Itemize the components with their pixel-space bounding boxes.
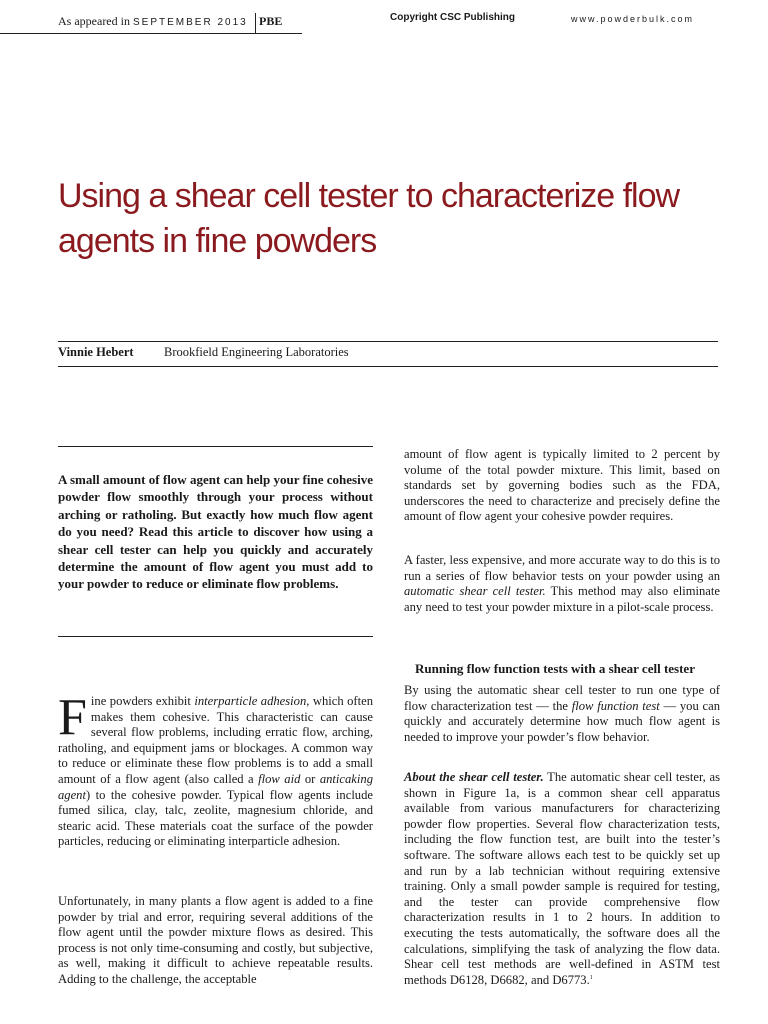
body-paragraph-5	[404, 683, 720, 745]
run-in-head: About the shear cell tester.	[404, 770, 544, 784]
body-paragraph-3	[404, 447, 720, 525]
website-link[interactable]: www.powderbulk.com	[571, 14, 695, 24]
body-paragraph-2	[58, 894, 373, 988]
byline	[58, 345, 349, 360]
text-run: This method may also eliminate any need to test your powder mixture in a pilot-scale process.	[404, 584, 720, 614]
as-appeared-label: As appeared in	[58, 14, 130, 28]
issue-date: SEPTEMBER 2013	[132, 17, 248, 28]
paragraph-text: Unfortunately, in many plants a flow agent is added to a fine powder by trial and error, requiring several additions of the flow agent until the powder mixture flows as desired. This process is not only time-consuming and costly, but subjective, as well, making it difficult to achieve repeatable results. Adding to the challenge, the acceptable	[58, 894, 373, 986]
text-run: The automatic shear cell tester, as shown in Figure 1a, is a common shear cell apparatus available from various manufacturers for characterizing powder flow properties. Several flow characterization tests, including the flow function test, are built into the tester’s software. The software allows each test to be quickly set up and run by a lab technician without requiring extensive training. Only a small powder sample is required for testing, and the tester can provide comprehensive flow characterization results in 1 to 2 hours. In addition to executing the tests automatically, the software does all the calculations, simplifying the task of analyzing the flow data. Shear cell test methods are well-defined in ASTM test methods D6128, D6682, and D6773.	[404, 770, 720, 987]
lead-paragraph: A small amount of flow agent can help your fine cohesive powder flow smoothly through your process without arching or ratholing. But exactly how much flow agent do you need? Read this article to discover how using a shear cell tester can help you quickly and accurately determine the amount of flow agent you must add to your powder to reduce or eliminate flow problems.	[58, 472, 373, 592]
header-separator	[255, 13, 256, 33]
body-paragraph-1	[58, 689, 373, 850]
byline-top-rule	[58, 341, 718, 342]
body-paragraph-6	[404, 770, 720, 988]
article-title: Using a shear cell tester to characterize flow agents in fine powders	[58, 177, 680, 260]
publication-name: PBE	[259, 14, 283, 28]
lead-bottom-rule	[58, 636, 373, 637]
body-paragraph-4	[404, 553, 720, 615]
text-run: — you can quickly and accurately determine how much flow agent is needed to improve your powder’s flow behavior.	[404, 698, 720, 744]
issue-info	[58, 14, 248, 29]
italic-term: automatic shear cell tester.	[404, 584, 546, 599]
text-run: ) to the cohesive powder. Typical flow agents include fumed silica, clay, talc, zeolite, magnesium chloride, and stearic acid. These materials coat the surface of the powder particles, reducing or eliminating interparticle adhesion.	[58, 787, 373, 849]
copyright-notice: Copyright CSC Publishing	[390, 12, 515, 23]
text-run: By using the automatic shear cell tester to run one type of flow characterization test — the	[404, 683, 720, 713]
author-affiliation: Brookfield Engineering Laboratories	[164, 345, 349, 359]
text-run: A faster, less expensive, and more accurate way to do this is to run a series of flow behavior tests on your powder using an	[404, 553, 720, 583]
paragraph-text: amount of flow agent is typically limited to 2 percent by volume of the total powder mixture. This limit, based on standards set by governing bodies such as the FDA, underscores the need to characterize and precisely define the amount of flow agent your cohesive powder requires.	[404, 447, 720, 524]
italic-term: flow function test	[571, 698, 660, 713]
italic-term: anticaking agent	[58, 771, 373, 802]
text-run: which often makes them cohesive. This characteristic can cause several flow problems, including erratic flow, arching, ratholing, and equipment jams or blockages. A common way to reduce or eliminate these flow problems is to add a small amount of a flow agent (also called a	[58, 694, 373, 786]
section-subhead: Running flow function tests with a shear cell tester	[415, 661, 695, 676]
header-rule	[0, 33, 302, 34]
text-run: or	[300, 771, 320, 786]
drop-cap: F	[58, 689, 87, 746]
lead-top-rule	[58, 446, 373, 447]
italic-term: flow aid	[258, 771, 301, 786]
author-name: Vinnie Hebert	[58, 345, 134, 359]
italic-term: interparticle adhesion,	[194, 694, 310, 708]
byline-bottom-rule	[58, 366, 718, 367]
text-run: ine powders exhibit	[90, 694, 195, 708]
reference-marker: 1	[589, 974, 593, 981]
